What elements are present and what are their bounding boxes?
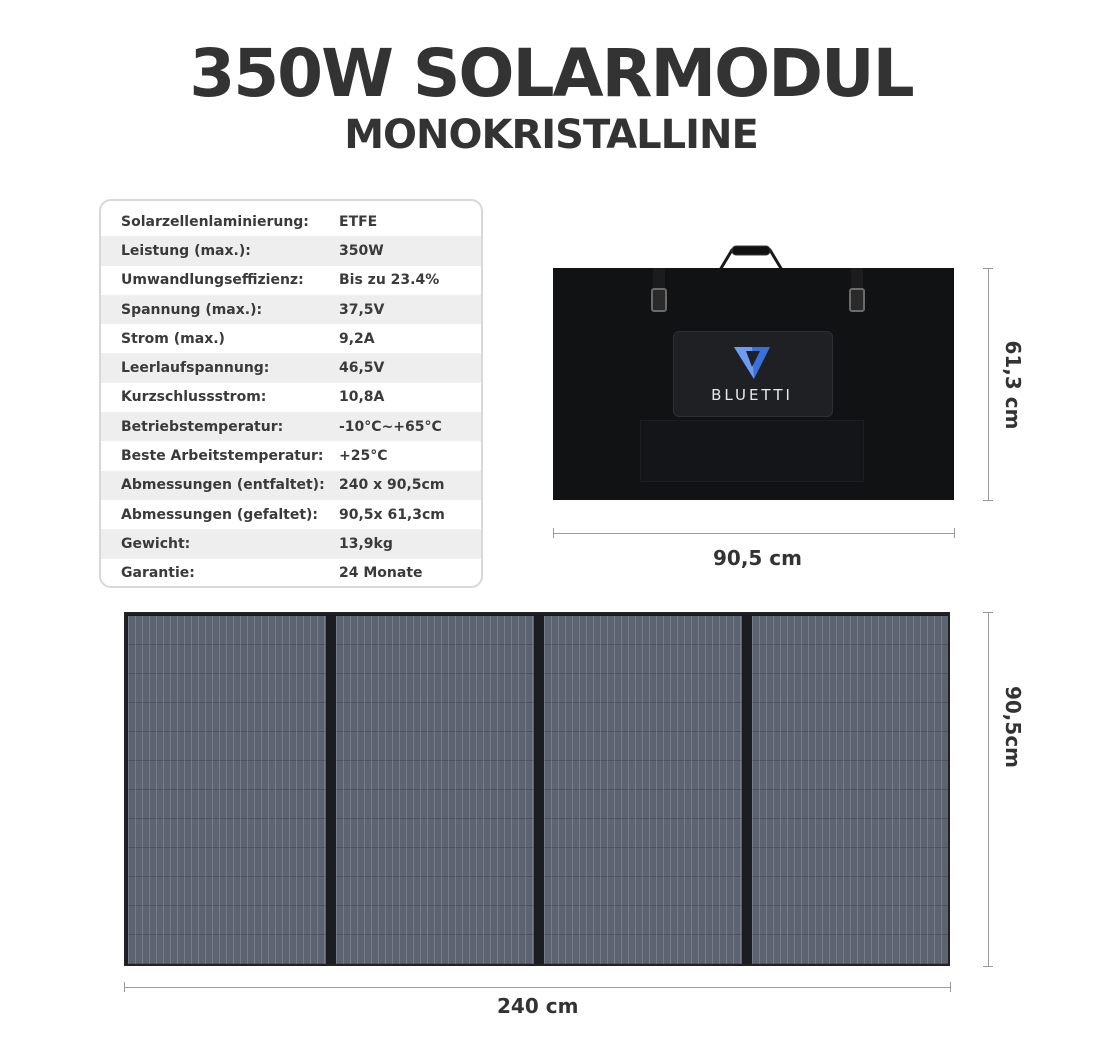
spec-value: 46,5V [339,360,385,377]
dimension-tick [124,982,125,992]
spec-value: +25°C [339,448,388,465]
panel-section [336,616,534,964]
width-dimension-line [553,533,954,534]
spec-value: ETFE [339,213,378,230]
dimension-tick [983,612,993,613]
spec-label: Abmessungen (gefaltet): [121,506,319,523]
spec-value: 37,5V [339,301,385,318]
spec-row [101,559,481,588]
spec-value: 10,8A [339,389,385,406]
spec-row [101,266,481,295]
spec-label: Leerlaufspannung: [121,360,270,377]
spec-row [101,207,481,236]
spec-label: Kurzschlussstrom: [121,389,267,406]
dimension-tick [983,500,993,501]
width-dimension-line [124,987,950,988]
spec-label: Gewicht: [121,535,191,552]
folded-width-label: 90,5 cm [713,546,803,570]
spec-row [101,295,481,324]
spec-row [101,324,481,353]
spec-label: Strom (max.) [121,330,225,347]
panel-section [128,616,326,964]
carry-handle-icon [716,244,786,270]
spec-row [101,441,481,470]
spec-row [101,383,481,412]
spec-row [101,500,481,529]
spec-row [101,236,481,265]
spec-value: 24 Monate [339,565,423,582]
spec-label: Solarzellenlaminierung: [121,213,309,230]
panel-section [752,616,948,964]
brand-label: BLUETTI [711,386,793,404]
dimension-tick [950,982,951,992]
spec-value: 90,5x 61,3cm [339,506,445,523]
panel-pocket [640,420,864,482]
panel-section [544,616,742,964]
height-dimension-line [988,268,989,500]
spec-label: Betriebstemperatur: [121,418,284,435]
page-title: 350W SOLARMODUL [189,35,913,112]
spec-value: Bis zu 23.4% [339,272,440,289]
folded-height-label: 61,3 cm [1001,340,1025,430]
buckle-icon [849,288,865,312]
bluetti-logo-icon [732,345,772,381]
spec-label: Umwandlungseffizienz: [121,272,304,289]
buckle-icon [651,288,667,312]
unfolded-height-label: 90,5cm [1001,685,1025,769]
spec-label: Spannung (max.): [121,301,263,318]
spec-row [101,529,481,558]
spec-value: -10°C~+65°C [339,418,442,435]
spec-value: 350W [339,242,384,259]
spec-label: Leistung (max.): [121,242,251,259]
spec-row [101,412,481,441]
spec-label: Abmessungen (entfaltet): [121,477,325,494]
dimension-tick [983,966,993,967]
spec-row [101,353,481,382]
height-dimension-line [988,612,989,966]
spec-label: Garantie: [121,565,195,582]
dimension-tick [954,528,955,538]
spec-label: Beste Arbeitstemperatur: [121,448,324,465]
spec-value: 13,9kg [339,535,393,552]
dimension-tick [553,528,554,538]
page-subtitle: MONOKRISTALLINE [344,112,758,158]
dimension-tick [983,268,993,269]
spec-value: 9,2A [339,330,375,347]
spec-row [101,471,481,500]
spec-table [99,199,483,588]
spec-value: 240 x 90,5cm [339,477,445,494]
unfolded-width-label: 240 cm [497,994,579,1018]
unfolded-panel-image [124,612,950,966]
